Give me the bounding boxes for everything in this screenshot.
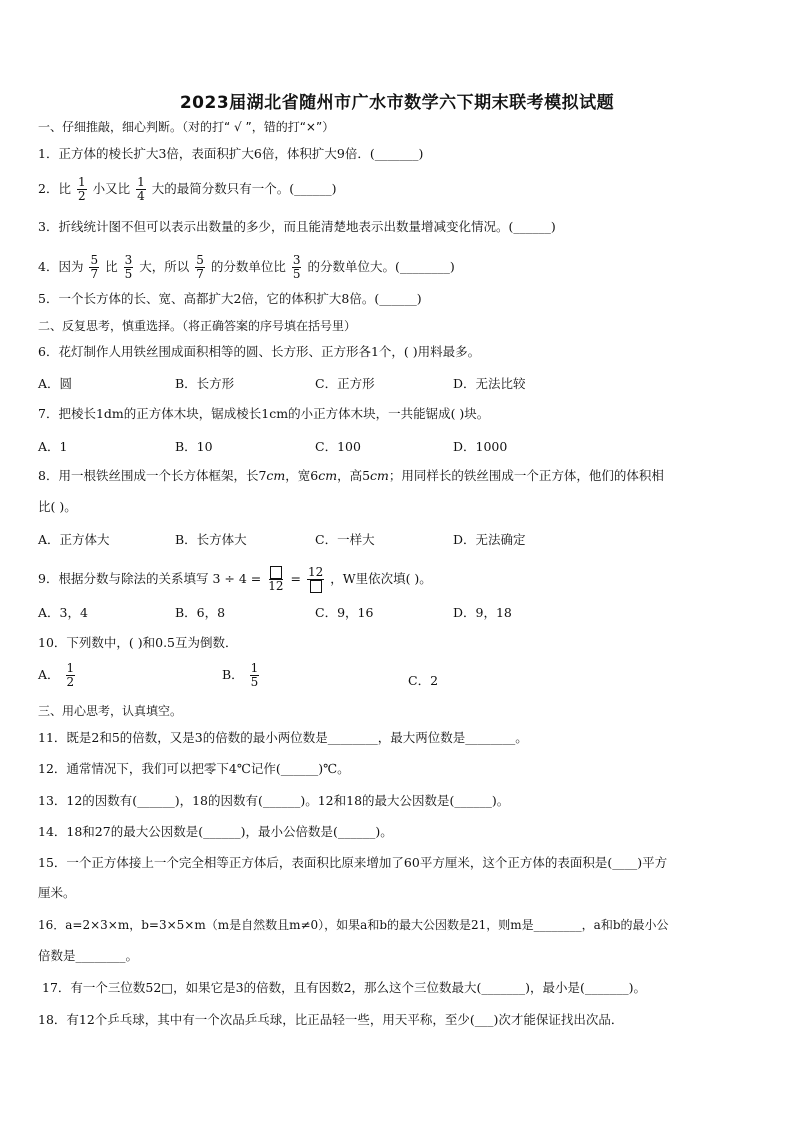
fraction: $\frac{1}{4}$ — [137, 175, 145, 203]
question-2-text-b: 小又比 — [92, 181, 131, 196]
question-6-option-a: A．圆 — [38, 376, 73, 391]
fraction: $\frac{1}{5}$ — [250, 661, 259, 689]
fraction-box-over-12: 12 — [267, 566, 284, 593]
question-8-option-d: D．无法确定 — [453, 532, 526, 547]
question-2 — [38, 176, 336, 203]
question-9-text: ，W里依次填( )。 — [330, 571, 432, 586]
question-6-option-c: C．正方形 — [315, 376, 375, 391]
fraction: $\frac{1}{2}$ — [77, 175, 86, 203]
question-7-option-a: A．1 — [38, 439, 68, 454]
fraction: $\frac{1}{2}$ — [66, 661, 75, 689]
question-4-text: 4．因为 — [38, 259, 84, 274]
question-3: 3．折线统计图不但可以表示出数量的多少，而且能清楚地表示出数量增减变化情况。(______) — [38, 219, 556, 234]
fraction-12-over-box: 12 — [307, 566, 324, 593]
question-10: 10．下列数中，( )和0.5互为倒数． — [38, 635, 238, 650]
question-7-option-c: C．100 — [315, 439, 361, 454]
question-8-option-b: B．长方体大 — [175, 532, 247, 547]
question-6-option-b: B．长方形 — [175, 376, 235, 391]
division-expression: 3 ÷ 4 = — [212, 571, 262, 586]
equals-sign: = — [290, 571, 301, 586]
question-7-option-b: B．10 — [175, 439, 213, 454]
question-8-text: 8．用一根铁丝围成一个长方体框架，长7 — [38, 468, 267, 483]
question-4-text: 的分数单位比 — [210, 259, 286, 274]
question-18: 18．有12个乒乓球，其中有一个次品乒乓球，比正品轻一些，用天平称，至少(___)次才能保证找出次品． — [38, 1012, 624, 1027]
question-8-text: ，宽6 — [285, 468, 319, 483]
question-4-text: 大，所以 — [139, 259, 190, 274]
question-10-option-b — [222, 662, 261, 689]
question-14: 14．18和27的最大公因数是(______)，最小公倍数是(______)。 — [38, 824, 393, 839]
fraction: $\frac{5}{7}$ — [196, 253, 204, 281]
question-17: 17．有一个三位数52□，如果它是3的倍数，且有因数2，那么这个三位数最大(_______)，最小是(_______)。 — [42, 980, 647, 995]
question-11: 11．既是2和5的倍数，又是3的倍数的最小两位数是________，最大两位数是________。 — [38, 730, 528, 745]
question-9-option-c: C．9，16 — [315, 605, 374, 620]
question-2-text-c: 大的最简分数只有一个。(______) — [151, 181, 337, 196]
question-9-option-b: B．6，8 — [175, 605, 226, 620]
option-label: A． — [38, 667, 60, 682]
question-9-option-a: A．3，4 — [38, 605, 88, 620]
page-title: 2023届湖北省随州市广水市数学六下期末联考模拟试题 — [179, 93, 615, 113]
fraction: $\frac{3}{5}$ — [292, 253, 301, 281]
question-4-text: 的分数单位大。(________) — [307, 259, 455, 274]
option-label: B． — [222, 667, 244, 682]
section-2-heading: 二、反复思考，慎重选择。（将正确答案的序号填在括号里） — [38, 319, 357, 333]
question-7: 7．把棱长1dm的正方体木块，锯成棱长1cm的小正方体木块，一共能锯成( )块。 — [38, 406, 490, 421]
question-10-option-c: C．2 — [408, 673, 439, 688]
question-9 — [38, 566, 432, 593]
unit-label: cm — [370, 468, 389, 483]
question-15-continued: 厘米。 — [38, 885, 76, 900]
question-6-option-d: D．无法比较 — [453, 376, 526, 391]
question-2-text-a: 2．比 — [38, 181, 71, 196]
question-8-option-a: A．正方体大 — [38, 532, 110, 547]
unit-label: cm — [318, 468, 338, 483]
blank-box — [310, 580, 322, 593]
question-1: 1．正方体的棱长扩大3倍，表面积扩大6倍，体积扩大9倍．(_______) — [38, 146, 424, 161]
question-16: 16．a=2×3×m，b=3×5×m（m是自然数且m≠0），如果a和b的最大公因数是21，则m是________，a和b的最小公 — [38, 918, 669, 932]
unit-label: cm — [266, 468, 286, 483]
section-1-heading: 一、仔细推敲，细心判断。（对的打“ √ ”，错的打“×”） — [38, 120, 335, 134]
question-9-text: 9．根据分数与除法的关系填写 — [38, 571, 209, 586]
question-10-option-a — [38, 662, 77, 689]
question-4 — [38, 254, 455, 281]
question-13: 13．12的因数有(______)，18的因数有(______)。12和18的最大公因数是(______)。 — [38, 793, 510, 808]
question-12: 12．通常情况下，我们可以把零下4℃记作(______)℃。 — [38, 761, 350, 776]
fraction: $\frac{3}{5}$ — [124, 253, 133, 281]
question-5: 5．一个长方体的长、宽、高都扩大2倍，它的体积扩大8倍。(______) — [38, 291, 422, 306]
fraction: $\frac{5}{7}$ — [90, 253, 99, 281]
question-8 — [38, 467, 664, 485]
question-15: 15．一个正方体接上一个完全相等正方体后，表面积比原来增加了60平方厘米，这个正方体的表面积是(____)平方 — [38, 855, 668, 870]
question-7-option-d: D．1000 — [453, 439, 508, 454]
question-8-text: ，高5 — [337, 468, 371, 483]
question-4-text: 比 — [105, 259, 118, 274]
question-8-text: ；用同样长的铁丝围成一个正方体，他们的体积相 — [388, 468, 664, 483]
question-6: 6．花灯制作人用铁丝围成面积相等的圆、长方形、正方形各1个，( )用料最多。 — [38, 344, 481, 359]
question-9-option-d: D．9，18 — [453, 605, 512, 620]
blank-box — [270, 566, 282, 579]
question-16-continued: 倍数是________。 — [38, 948, 139, 963]
question-8-option-c: C．一样大 — [315, 532, 375, 547]
section-3-heading: 三、用心思考，认真填空。 — [38, 704, 183, 718]
question-8-continued: 比( )。 — [38, 499, 77, 514]
